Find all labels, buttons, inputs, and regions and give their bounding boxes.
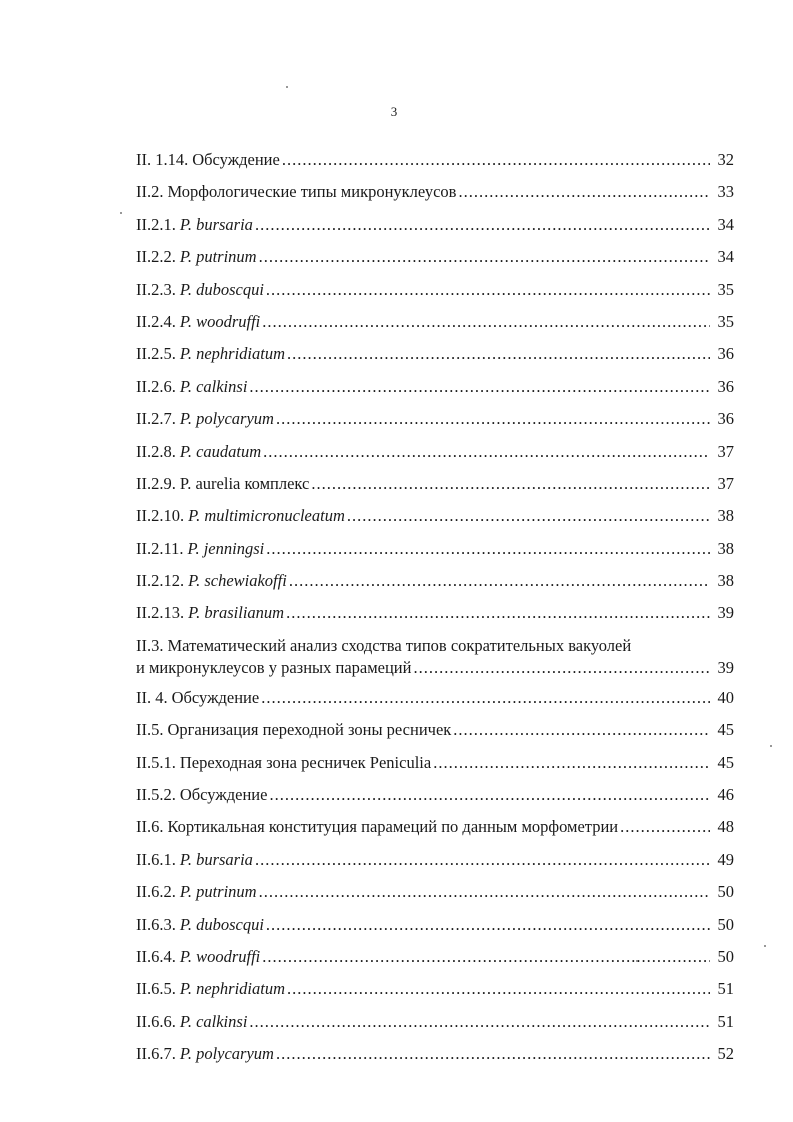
scan-speck: [120, 212, 122, 214]
toc-entry-leader: [311, 474, 710, 494]
toc-entry-leader: [261, 688, 710, 708]
toc-entry-page: 39: [717, 657, 734, 677]
toc-entry-leader: [287, 344, 710, 364]
toc-entry-page: 50: [717, 946, 734, 966]
toc-group-discussion: [136, 688, 734, 1077]
page-number: 3: [390, 104, 398, 119]
toc-entry-number: II.5.: [136, 720, 164, 740]
toc-entry-page: 52: [717, 1044, 734, 1064]
toc-entry-number: II. 1.14.: [136, 150, 189, 169]
toc-entry[interactable]: [136, 688, 734, 720]
toc-entry[interactable]: [136, 474, 734, 506]
toc-entry[interactable]: [136, 344, 734, 376]
toc-entry-title: P. bursaria: [179, 214, 253, 234]
toc-entry-page: 38: [717, 538, 734, 558]
toc-entry[interactable]: [136, 442, 734, 474]
toc-entry-math-analysis[interactable]: [136, 636, 734, 688]
toc-entry-page: 45: [717, 720, 734, 740]
toc-entry-number: II.5.2.: [136, 785, 176, 805]
toc-entry-title: P. nephridiatum: [179, 979, 285, 999]
toc-entry-title: P. aurelia комплекс: [179, 473, 310, 493]
toc-entry-title: P. caudatum: [179, 441, 262, 461]
toc-entry-number: II.6.5.: [136, 979, 176, 999]
toc-entry-number: II.6.3.: [136, 914, 176, 934]
toc-entry-number: II.2.13.: [136, 603, 185, 623]
toc-entry-page: 35: [717, 311, 734, 331]
toc-entry-number: II.6.6.: [136, 1011, 176, 1031]
toc-entry-number: II.2.7.: [136, 409, 176, 429]
toc-entry-title: Обсуждение: [179, 785, 268, 805]
toc-entry-title: P. woodruffi: [179, 311, 261, 331]
toc-entry-leader: [249, 377, 710, 397]
toc-entry-number: II.2.2.: [136, 247, 176, 267]
toc-entry[interactable]: [136, 215, 734, 247]
toc-entry-leader: [259, 247, 710, 267]
toc-entry-leader: [266, 915, 710, 935]
toc-entry-title: P. polycaryum: [179, 1044, 274, 1064]
toc-entry-title-continued: и микронуклеусов у разных парамеций: [136, 657, 412, 677]
table-of-contents: [136, 150, 734, 1077]
toc-entry-title: P. brasilianum: [188, 603, 285, 623]
toc-entry-page: 36: [717, 376, 734, 396]
toc-entry[interactable]: [136, 947, 734, 979]
toc-entry-title: Переходная зона ресничек Peniculia: [179, 752, 432, 772]
scan-speck: [764, 945, 766, 947]
toc-entry-leader: [269, 785, 710, 805]
toc-entry-leader: [286, 603, 710, 623]
toc-entry[interactable]: [136, 247, 734, 279]
toc-entry-leader: [620, 817, 710, 837]
toc-entry[interactable]: [136, 817, 734, 849]
toc-entry-title: Обсуждение: [171, 687, 260, 707]
toc-entry-leader: [433, 753, 710, 773]
toc-entry-page: 39: [717, 603, 734, 623]
toc-entry[interactable]: [136, 312, 734, 344]
toc-entry-number: II.2.5.: [136, 344, 176, 364]
toc-entry[interactable]: [136, 1044, 734, 1076]
toc-entry-leader: [282, 150, 710, 170]
toc-entry-leader: [255, 850, 710, 870]
toc-entry-leader: [458, 182, 710, 202]
scan-speck: [636, 960, 638, 962]
toc-entry-title: P. multimicronucleatum: [188, 506, 345, 526]
toc-entry-number: II.2.4.: [136, 311, 176, 331]
toc-entry-leader: [289, 571, 710, 591]
scan-speck: [770, 745, 772, 747]
toc-entry-number: II.2.11.: [136, 538, 184, 558]
toc-entry-leader: [262, 312, 710, 332]
toc-entry-leader: [413, 658, 710, 678]
toc-entry-page: 36: [717, 409, 734, 429]
toc-entry-page: 50: [717, 914, 734, 934]
toc-entry-leader: [266, 539, 710, 559]
toc-entry-leader: [263, 442, 710, 462]
toc-entry-page: 46: [717, 785, 734, 805]
toc-entry[interactable]: [136, 850, 734, 882]
toc-entry-leader: [266, 280, 710, 300]
toc-entry-number: II. 4.: [136, 687, 168, 707]
toc-entry-page: 37: [717, 473, 734, 493]
toc-entry-number: II.2.6.: [136, 376, 176, 396]
toc-entry-page: 40: [717, 687, 734, 707]
toc-entry-leader: [287, 979, 710, 999]
toc-entry[interactable]: [136, 539, 734, 571]
toc-entry[interactable]: [136, 979, 734, 1011]
toc-entry-number: II.5.1.: [136, 752, 176, 772]
toc-entry-number: II.2.1.: [136, 214, 176, 234]
toc-entry-number: II.6.4.: [136, 946, 176, 966]
toc-entry-number: II.2.: [136, 182, 164, 202]
toc-entry-title: P. putrinum: [179, 882, 257, 902]
toc-entry-leader: [259, 882, 710, 902]
toc-entry-page: 36: [717, 344, 734, 364]
toc-entry-number: II.6.: [136, 817, 164, 837]
toc-entry-title: P. jenningsi: [187, 538, 265, 558]
toc-entry-title: P. polycaryum: [179, 409, 274, 429]
toc-entry[interactable]: [136, 571, 734, 603]
toc-entry-page: 34: [717, 247, 734, 267]
toc-entry-title: Математический анализ сходства типов сократительных вакуолей: [167, 635, 632, 655]
toc-entry[interactable]: [136, 753, 734, 785]
toc-entry-leader: [255, 215, 710, 235]
toc-entry-leader: [276, 1044, 710, 1064]
toc-entry[interactable]: [136, 182, 734, 214]
toc-entry-title: Обсуждение: [192, 150, 280, 169]
toc-entry-page: 50: [717, 882, 734, 902]
toc-entry-number: II.2.10.: [136, 506, 185, 526]
toc-entry-title: P. woodruffi: [179, 946, 261, 966]
toc-entry[interactable]: [136, 1012, 734, 1044]
toc-entry-number: II.2.3.: [136, 279, 176, 299]
toc-entry-leader: [276, 409, 710, 429]
toc-entry[interactable]: [136, 882, 734, 914]
toc-entry-leader: [249, 1012, 710, 1032]
toc-entry-title: P. nephridiatum: [179, 344, 285, 364]
toc-entry-page: 51: [717, 979, 734, 999]
toc-entry[interactable]: [136, 409, 734, 441]
toc-group-species: [136, 150, 734, 636]
toc-entry-number: II.6.7.: [136, 1044, 176, 1064]
toc-entry-title: P. duboscqui: [179, 914, 264, 934]
toc-entry-number: II.2.8.: [136, 441, 176, 461]
toc-entry-page: 38: [717, 506, 734, 526]
toc-entry-title: P. duboscqui: [179, 279, 264, 299]
toc-entry-title: Организация переходной зоны ресничек: [167, 720, 452, 740]
toc-entry-page: 33: [717, 182, 734, 202]
toc-entry-leader: [347, 506, 710, 526]
toc-entry-page: 38: [717, 571, 734, 591]
toc-entry-page: 48: [717, 817, 734, 837]
toc-entry-page: 45: [717, 752, 734, 772]
toc-entry-title: P. schewiakoffi: [188, 571, 287, 591]
toc-entry-title: Морфологические типы микронуклеусов: [167, 182, 457, 202]
toc-entry[interactable]: [136, 377, 734, 409]
toc-entry-page: 49: [717, 849, 734, 869]
toc-entry-leader: [262, 947, 710, 967]
toc-entry[interactable]: [136, 720, 734, 752]
toc-entry[interactable]: [136, 785, 734, 817]
scan-speck: [286, 86, 288, 88]
toc-entry-title: P. calkinsi: [179, 1011, 248, 1031]
toc-entry-number: II.3.: [136, 635, 164, 655]
toc-entry-page: 37: [717, 441, 734, 461]
toc-entry-page: 35: [717, 279, 734, 299]
toc-entry[interactable]: [136, 603, 734, 635]
toc-entry-title: P. calkinsi: [179, 376, 248, 396]
toc-entry[interactable]: [136, 915, 734, 947]
toc-entry-number: II.2.12.: [136, 571, 185, 591]
toc-entry-page: 34: [717, 214, 734, 234]
toc-entry-number: II.2.9.: [136, 473, 176, 493]
toc-entry[interactable]: [136, 150, 734, 182]
toc-entry-number: II.6.1.: [136, 849, 176, 869]
toc-entry[interactable]: [136, 280, 734, 312]
toc-entry-page: 51: [717, 1011, 734, 1031]
toc-entry-title: P. bursaria: [179, 849, 253, 869]
toc-entry-number: II.6.2.: [136, 882, 176, 902]
toc-entry-title: P. putrinum: [179, 247, 257, 267]
toc-entry[interactable]: [136, 506, 734, 538]
toc-entry-page: 32: [717, 150, 734, 169]
toc-entry-title: Кортикальная конституция парамеций по данным морфометрии: [167, 817, 619, 837]
toc-entry-leader: [453, 720, 710, 740]
